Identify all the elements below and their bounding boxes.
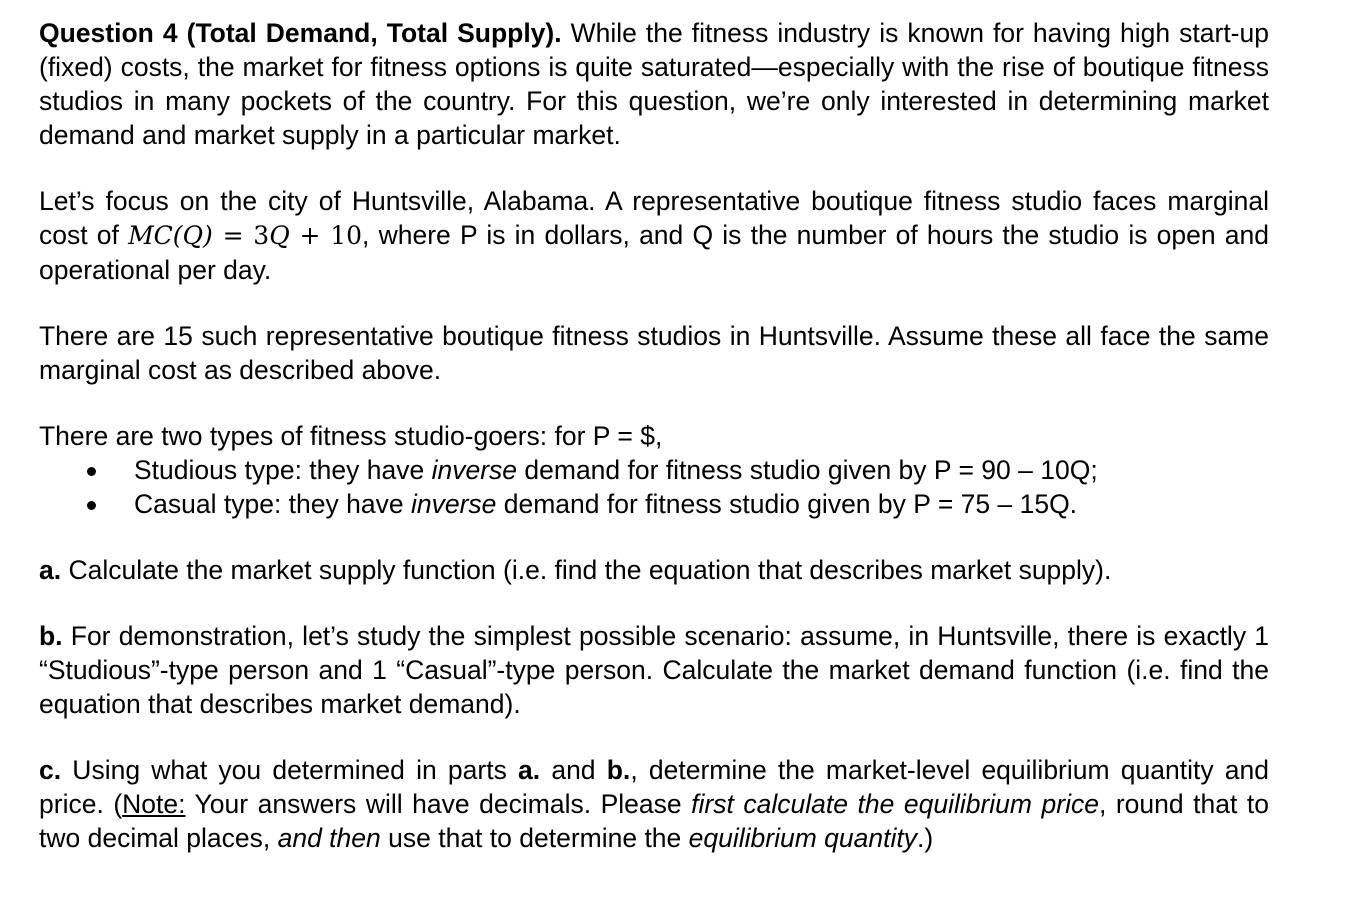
part-b-text: For demonstration, let’s study the simplest possible scenario: assume, in Huntsville, there is exactly 1 “Studious”-type person and 1 “Casual”-type person. Calculate the market demand function (i.e. find the equation that describes market demand). xyxy=(39,621,1269,719)
bullet-icon xyxy=(87,501,96,510)
mc-q: Q xyxy=(269,221,290,250)
mc-text-before: Let’s focus on the city of Huntsville, Alabama. A representative boutique fitness studio faces marginal cost of xyxy=(39,186,1269,250)
studious-pre: Studious type: they have xyxy=(134,455,432,485)
studios-count-paragraph: There are 15 such representative boutique fitness studios in Huntsville. Assume these all face the same marginal cost as described above. xyxy=(39,321,1269,385)
part-c-ref-b: b. xyxy=(606,755,631,785)
casual-em: inverse xyxy=(410,489,497,519)
question-title: Question 4 (Total Demand, Total Supply). xyxy=(39,18,562,48)
part-b-paragraph xyxy=(39,619,1269,721)
consumer-types-list xyxy=(39,453,1269,521)
studious-post: demand for fitness studio given by P = 90 – 10Q; xyxy=(517,455,1098,485)
bullet-icon xyxy=(87,467,96,476)
mc-lhs: MC(Q) xyxy=(128,221,213,250)
mc-text-after: , where P is in dollars, and Q is the number of hours the studio is open and operational per day. xyxy=(39,220,1270,285)
list-item-casual xyxy=(39,487,1269,521)
casual-pre: Casual type: they have xyxy=(134,489,411,519)
casual-post: demand for fitness studio given by P = 75 – 15Q. xyxy=(496,489,1078,519)
part-c-ref-a: a. xyxy=(518,755,541,785)
part-c-paragraph xyxy=(39,753,1269,855)
mc-equation xyxy=(128,221,362,250)
part-c-em1: first calculate the equilibrium price xyxy=(691,789,1099,819)
consumer-types-lead: There are two types of fitness studio-goers: for P = $, xyxy=(39,421,663,451)
question-document xyxy=(39,16,1269,887)
question-intro-paragraph xyxy=(39,16,1269,152)
part-b-label: b. xyxy=(39,621,63,651)
studious-em: inverse xyxy=(431,455,518,485)
part-c-note-label: Note: xyxy=(122,789,186,819)
part-a-text: Calculate the market supply function (i.e. find the equation that describes market supply). xyxy=(61,555,1112,585)
part-a-label: a. xyxy=(39,555,62,585)
list-item-studious xyxy=(39,453,1269,487)
part-c-t7: .) xyxy=(916,823,934,853)
part-c-t4: Your answers will have decimals. Please xyxy=(185,789,692,819)
part-c-em3: equilibrium quantity xyxy=(688,823,917,853)
part-c-em2: and then xyxy=(277,823,381,853)
intro-text: While the fitness industry is known for having high start-up (fixed) costs, the market for fitness options is quite saturated—especially with the rise of boutique fitness studios in many pockets of the country. For this question, we’re only interested in determining market demand and market supply in a particular market. xyxy=(39,18,1269,150)
part-c-t5: , round that to two decimal places, xyxy=(39,789,1269,853)
part-a-paragraph xyxy=(39,553,1269,587)
mc-eq: = 3 xyxy=(212,221,270,250)
part-c-t1: Using what you determined in parts xyxy=(61,755,519,785)
part-c-t3: , determine the market-level equilibrium quantity and price. ( xyxy=(39,755,1269,819)
mc-rhs: + 10 xyxy=(289,221,363,250)
part-c-t6: use that to determine the xyxy=(380,823,689,853)
marginal-cost-paragraph xyxy=(39,184,1269,287)
part-c-label: c. xyxy=(39,755,62,785)
part-c-t2: and xyxy=(540,755,607,785)
